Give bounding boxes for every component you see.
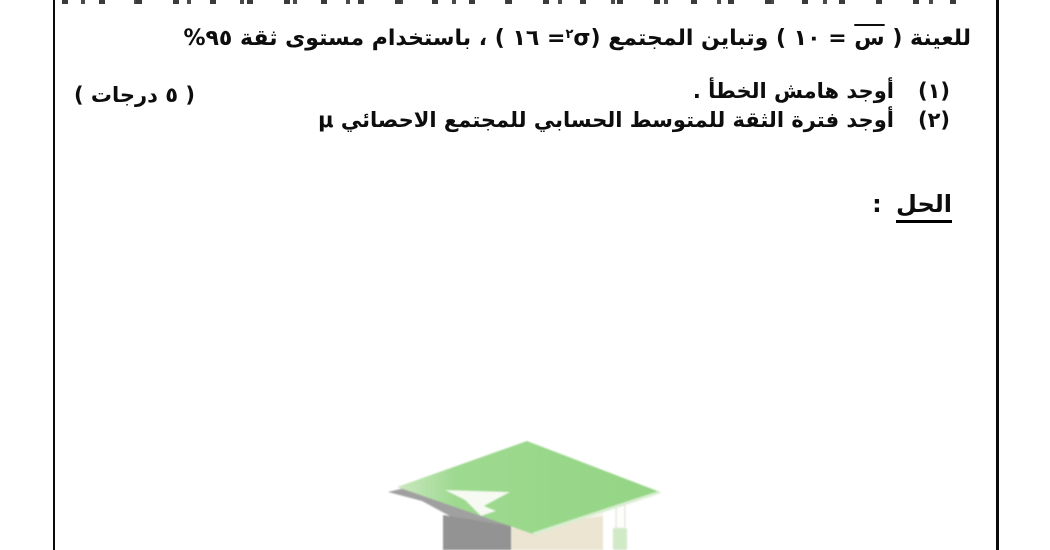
question-text-1: أوجد هامش الخطأ . bbox=[692, 79, 894, 103]
given-text-part1: للعينة ( bbox=[884, 26, 971, 51]
given-text-part2: = ١٠ ) وتباين المجتمع ( bbox=[590, 26, 855, 51]
question-text-2: أوجد فترة الثقة للمتوسط الحسابي للمجتمع الاحصائي μ bbox=[318, 108, 894, 132]
sigma-squared bbox=[565, 26, 590, 51]
given-data-line bbox=[183, 26, 971, 51]
question-row-2 bbox=[318, 106, 950, 135]
sample-mean-symbol: س bbox=[854, 26, 885, 51]
page-border-right bbox=[996, 0, 999, 550]
tassel bbox=[613, 528, 627, 550]
question-list bbox=[318, 77, 950, 135]
clipped-text-fragments bbox=[62, 0, 982, 4]
question-number-1: (١) bbox=[917, 79, 950, 103]
solution-label: الحل bbox=[896, 190, 952, 223]
page-border-left bbox=[53, 0, 55, 550]
question-number-2: (٢) bbox=[917, 108, 950, 132]
solution-colon: : bbox=[872, 190, 882, 218]
marks-note: ( ٥ درجات ) bbox=[74, 83, 195, 107]
given-text-part3: = ١٦ ) ، باستخدام مستوى ثقة ٩٥% bbox=[183, 26, 566, 51]
solution-heading bbox=[872, 190, 952, 218]
sigma-exponent: ٢ bbox=[565, 27, 574, 42]
question-row-1 bbox=[318, 77, 950, 106]
sigma-symbol: σ bbox=[573, 26, 591, 51]
graduation-cap-icon bbox=[370, 430, 690, 550]
